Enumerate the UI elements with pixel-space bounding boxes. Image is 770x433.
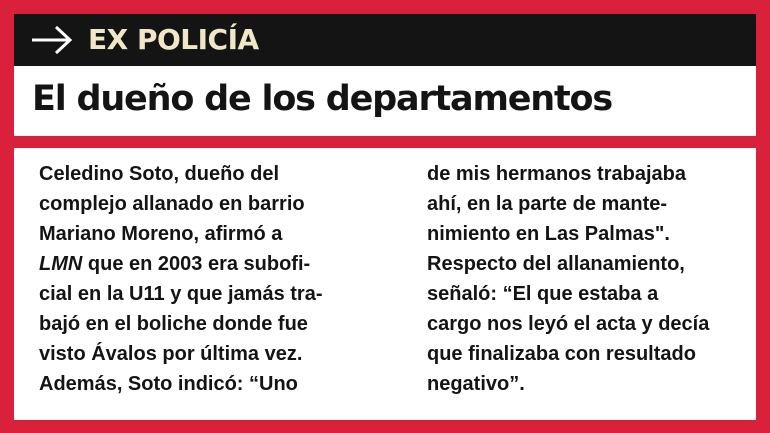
- text-line: señaló: “El que estaba a: [427, 283, 659, 305]
- article-column-right: [427, 159, 757, 399]
- source-name: LMN: [39, 253, 83, 275]
- text-line: de mis hermanos trabajaba: [427, 163, 686, 185]
- text-line: complejo allanado en barrio: [39, 193, 305, 215]
- text-line: Además, Soto indicó: “Uno: [39, 373, 298, 395]
- text-line: Celedino Soto, dueño del: [39, 163, 279, 185]
- text-line: bajó en el boliche donde fue: [39, 313, 308, 335]
- text-line: cargo nos leyó el acta y decía: [427, 313, 710, 335]
- text-line: [39, 249, 369, 279]
- text-line: nimiento en Las Palmas".: [427, 223, 670, 245]
- headline-band: [14, 66, 756, 136]
- section-kicker: EX POLICÍA: [88, 23, 259, 56]
- text-line: negativo”.: [427, 373, 525, 395]
- kicker-bar: [14, 14, 756, 66]
- text-line: visto Ávalos por última vez.: [39, 343, 303, 365]
- text-line: Mariano Moreno, afirmó a: [39, 223, 283, 245]
- text-line: que finalizaba con resultado: [427, 343, 696, 365]
- text-fragment: que en 2003 era subofi-: [87, 253, 311, 275]
- text-line: Respecto del allanamiento,: [427, 253, 685, 275]
- text-line: cial en la U11 y que jamás tra-: [39, 283, 323, 305]
- article-column-left: [39, 159, 369, 399]
- headline: El dueño de los departamentos: [32, 79, 612, 119]
- article-body: [14, 148, 756, 420]
- text-line: ahí, en la parte de mante-: [427, 193, 668, 215]
- arrow-right-icon: [30, 23, 74, 57]
